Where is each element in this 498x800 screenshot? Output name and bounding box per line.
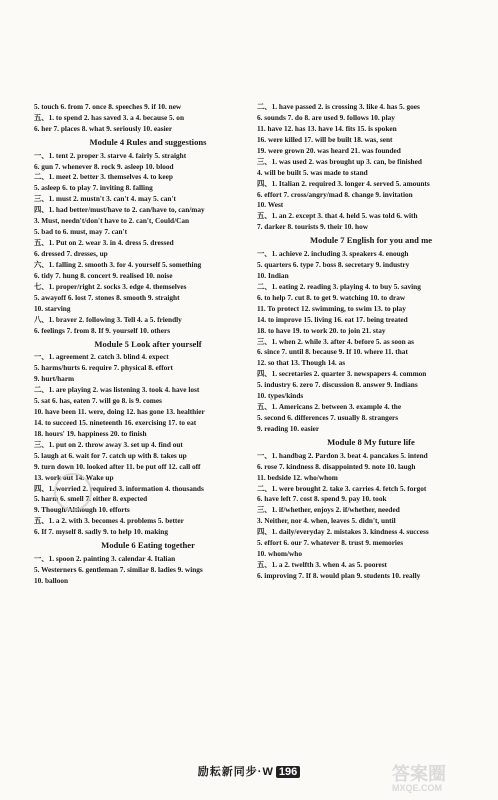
answer-line: 5. quarters 6. type 7. boss 8. secretary 9. industry bbox=[257, 259, 410, 269]
answer-line: 10. Indian bbox=[257, 270, 289, 280]
answer-line: 6. gun 7. whenever 8. rock 9. asleep 10. blood bbox=[34, 161, 174, 171]
answer-line: 二、1. have passed 2. is crossing 3. like 4. has 5. goes bbox=[257, 102, 420, 111]
answer-line: 一、1. handbag 2. Pardon 3. beat 4. pancakes 5. intend bbox=[257, 450, 428, 460]
answer-line: 6. effort 7. cross/angry/mad 8. change 9. invitation bbox=[257, 189, 413, 199]
answer-line: 四、1. worried 2. required 3. information 4. thousands bbox=[34, 483, 204, 493]
answer-line: 三、1. was used 2. was brought up 3. can, be finished bbox=[257, 156, 422, 166]
footer-brand: 励耘新同步·W bbox=[197, 766, 274, 778]
answer-line: 5. laugh at 6. wait for 7. catch up with 8. takes up bbox=[34, 450, 187, 460]
answer-line: 五、1. Americans 2. between 3. example 4. the bbox=[257, 402, 402, 412]
answer-line: 6. sounds 7. do 8. are used 9. follows 10. play bbox=[257, 112, 395, 122]
answer-line: 11. have 12. has 13. have 14. fits 15. is spoken bbox=[257, 123, 397, 133]
answer-line: 四、1. secretaries 2. quarter 3. newspapers 4. common bbox=[257, 369, 427, 379]
answer-line: 10. have been 11. were, doing 12. has gone 13. healthier bbox=[34, 406, 205, 416]
answer-line: 6. since 7. until 8. because 9. If 10. where 11. that bbox=[257, 347, 408, 357]
watermark-main: 答案圈 bbox=[392, 764, 446, 784]
answer-line: 11. To protect 12. swimming, to swim 13. to play bbox=[257, 303, 406, 313]
answer-line: 三、1. must 2. mustn't 3. can't 4. may 5. can't bbox=[34, 194, 176, 204]
answer-line: 4. will be built 5. was made to stand bbox=[257, 167, 368, 177]
answer-line: 10. types/kinds bbox=[257, 391, 304, 401]
answer-line: 5. asleep 6. to play 7. inviting 8. falling bbox=[34, 183, 153, 193]
module-heading: Module 7 English for you and me bbox=[309, 235, 433, 246]
answer-line: 四、1. daily/everyday 2. mistakes 3. kindness 4. success bbox=[257, 527, 429, 537]
answer-line: 5. harm 6. smell 7. either 8. expected bbox=[34, 494, 148, 504]
module-heading: Module 8 My future life bbox=[327, 436, 415, 447]
answer-line: 6. improving 7. If 8. would plan 9. students 10. really bbox=[257, 571, 421, 580]
answer-line: 五、1. a 2. with 3. becomes 4. problems 5. better bbox=[34, 516, 184, 526]
answer-line: 18. to have 19. to work 20. to join 21. stay bbox=[257, 325, 386, 335]
answer-line: 12. so that 13. Though 14. as bbox=[257, 358, 346, 368]
answer-line: 9. reading 10. easier bbox=[257, 424, 320, 433]
answer-line: 二、1. were brought 2. take 3. carries 4. fetch 5. forgot bbox=[257, 483, 427, 493]
answer-line: 5. touch 6. from 7. once 8. speeches 9. if 10. new bbox=[34, 102, 182, 111]
answer-line: 14. to succeed 15. nineteenth 16. exercising 17. to eat bbox=[34, 417, 197, 427]
answer-line: 11. bedside 12. who/whom bbox=[257, 472, 338, 482]
module-heading: Module 5 Look after yourself bbox=[94, 338, 202, 349]
answer-line: 3. Neither, nor 4. when, leaves 5. didn't, until bbox=[257, 516, 396, 526]
answer-line: 七、1. proper/right 2. socks 3. edge 4. themselves bbox=[34, 281, 187, 291]
watermark-sub: MXQE.COM bbox=[392, 783, 443, 793]
answer-line: 9. turn down 10. looked after 11. be put off 12. call off bbox=[34, 461, 201, 471]
answer-line: 六、1. falling 2. smooth 3. for 4. yourself 5. something bbox=[34, 259, 202, 269]
answer-line: 6. tidy 7. hung 8. concert 9. realised 10. noise bbox=[34, 270, 173, 280]
answer-line: 5. bad to 6. must, may 7. can't bbox=[34, 227, 128, 237]
page-number: 196 bbox=[276, 766, 300, 778]
answer-line: 一、1. spoon 2. painting 3. calendar 4. Italian bbox=[34, 553, 176, 563]
module-heading: Module 6 Eating together bbox=[101, 540, 195, 551]
answer-line: 5. sat 6. has, eaten 7. will go 8. is 9. comes bbox=[34, 396, 162, 405]
watermark bbox=[392, 764, 492, 794]
answer-line: 10. whom/who bbox=[257, 549, 303, 559]
answer-line: 八、1. braver 2. following 3. Tell 4. a 5. friendly bbox=[34, 314, 182, 324]
answer-line: 9. Though/Although 10. efforts bbox=[34, 505, 130, 515]
answer-line: 6. dressed 7. dresses, up bbox=[34, 249, 108, 258]
answer-line: 5. Westerners 6. gentleman 7. similar 8. ladies 9. wings bbox=[34, 564, 203, 574]
module-heading: Module 4 Rules and suggestions bbox=[89, 136, 207, 147]
answer-line: 一、1. tent 2. proper 3. starve 4. fairly 5. straight bbox=[34, 150, 187, 160]
answer-line: 6. feelings 7. from 8. If 9. yourself 10. others bbox=[34, 325, 171, 335]
answer-column-right bbox=[257, 102, 485, 582]
answer-line: 五、1. a 2. twelfth 3. when 4. as 5. poorest bbox=[257, 560, 387, 570]
answer-line: 14. to improve 15. living 16. eat 17. being treated bbox=[257, 314, 408, 324]
answer-line: 三、1. if/whether, enjoys 2. if/whether, needed bbox=[257, 505, 400, 515]
answer-line: 13. work out 14. Wake up bbox=[34, 472, 114, 482]
answer-line: 五、1. to spend 2. has saved 3. a 4. because 5. on bbox=[34, 112, 185, 122]
answer-line: 二、1. meet 2. better 3. themselves 4. to keep bbox=[34, 172, 173, 182]
answer-line: 18. hours' 19. happiness 20. to finish bbox=[34, 428, 147, 438]
answer-line: 三、1. when 2. while 3. after 4. before 5. as soon as bbox=[257, 336, 415, 346]
answer-line: 9. hurt/harm bbox=[34, 374, 75, 384]
answer-line: 6. have left 7. cost 8. spend 9. pay 10. took bbox=[257, 494, 387, 504]
faded-stamp bbox=[54, 473, 92, 511]
answer-line: 四、1. had better/must/have to 2. can/have to, can/may bbox=[34, 205, 205, 215]
answer-line: 5. effort 6. our 7. whatever 8. trust 9. memories bbox=[257, 538, 404, 548]
answer-line: 3. Must, needn't/don't have to 2. can't, Could/Can bbox=[34, 216, 190, 226]
answer-line: 10. West bbox=[257, 200, 284, 210]
answer-line: 一、1. agreement 2. catch 3. blind 4. expect bbox=[34, 352, 169, 362]
answer-line: 10. starving bbox=[34, 303, 71, 313]
answer-line: 五、1. an 2. except 3. that 4. held 5. was told 6. with bbox=[257, 211, 418, 221]
answer-line: 5. awayoff 6. lost 7. stones 8. smooth 9. straight bbox=[34, 292, 180, 302]
answer-line: 5. second 6. differences 7. usually 8. strangers bbox=[257, 413, 399, 423]
answer-line: 6. to help 7. cut 8. to get 9. watching 10. to draw bbox=[257, 292, 406, 302]
answer-line: 7. darker 8. tourists 9. their 10. how bbox=[257, 222, 369, 232]
answer-line: 16. were killed 17. will be built 18. was, sent bbox=[257, 134, 393, 144]
answer-line: 19. were grown 20. was heard 21. was founded bbox=[257, 145, 401, 155]
answer-line: 6. If 7. myself 8. sadly 9. to help 10. making bbox=[34, 527, 168, 537]
answer-line: 5. industry 6. zero 7. discussion 8. answer 9. Indians bbox=[257, 380, 418, 390]
answer-line: 四、1. Italian 2. required 3. longer 4. served 5. amounts bbox=[257, 178, 430, 188]
answer-line: 10. balloon bbox=[34, 575, 69, 585]
answer-line: 二、1. eating 2. reading 3. playing 4. to buy 5. saving bbox=[257, 281, 421, 291]
answer-line: 6. her 7. places 8. what 9. seriously 10. easier bbox=[34, 123, 173, 133]
answer-line: 三、1. put on 2. throw away 3. set up 4. find out bbox=[34, 439, 183, 449]
answer-line: 一、1. achieve 2. including 3. speakers 4. enough bbox=[257, 249, 409, 258]
answer-line: 6. rose 7. kindness 8. disappointed 9. note 10. laugh bbox=[257, 461, 416, 471]
answer-line: 五、1. Put on 2. wear 3. in 4. dress 5. dressed bbox=[34, 238, 174, 248]
answer-line: 5. harms/hurts 6. require 7. physical 8. effort bbox=[34, 363, 173, 373]
answer-column-left bbox=[34, 102, 262, 587]
answer-line: 二、1. are playing 2. was listening 3. took 4. have lost bbox=[34, 385, 200, 395]
